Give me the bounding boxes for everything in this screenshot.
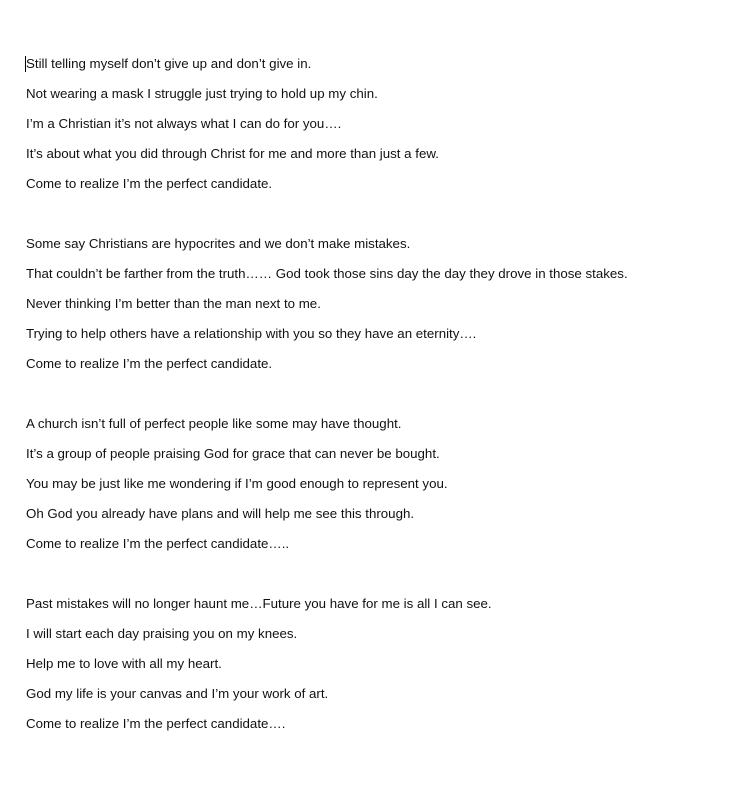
poem-line[interactable]: Come to realize I’m the perfect candidate. <box>26 176 273 191</box>
poem-line[interactable]: That couldn’t be farther from the truth…… God took those sins day the day they drove in those stakes. <box>26 266 628 281</box>
poem-line[interactable]: It’s about what you did through Christ for me and more than just a few. <box>26 146 439 161</box>
stanza-4 <box>26 589 716 739</box>
poem-line[interactable]: Not wearing a mask I struggle just trying to hold up my chin. <box>26 86 378 101</box>
poem-line[interactable]: Help me to love with all my heart. <box>26 656 222 671</box>
poem-line[interactable]: Trying to help others have a relationship with you so they have an eternity…. <box>26 326 477 341</box>
poem-line[interactable]: Come to realize I’m the perfect candidate….. <box>26 536 290 551</box>
poem-line[interactable]: Past mistakes will no longer haunt me…Future you have for me is all I can see. <box>26 596 492 611</box>
poem-line[interactable]: God my life is your canvas and I’m your work of art. <box>26 686 329 701</box>
poem-line[interactable]: I will start each day praising you on my knees. <box>26 626 298 641</box>
poem-line-text: Still telling myself don’t give up and don’t give in. <box>26 56 312 71</box>
poem-line[interactable] <box>26 49 716 79</box>
stanza-3 <box>26 409 716 559</box>
poem-line[interactable]: Oh God you already have plans and will help me see this through. <box>26 506 415 521</box>
stanza-1 <box>26 49 716 199</box>
poem-line[interactable]: You may be just like me wondering if I’m good enough to represent you. <box>26 476 448 491</box>
poem-line[interactable]: It’s a group of people praising God for grace that can never be bought. <box>26 446 440 461</box>
poem-line[interactable]: Some say Christians are hypocrites and we don’t make mistakes. <box>26 236 411 251</box>
document-body[interactable] <box>26 49 716 769</box>
poem-line[interactable]: A church isn’t full of perfect people like some may have thought. <box>26 416 402 431</box>
poem-line[interactable]: I’m a Christian it’s not always what I can do for you…. <box>26 116 342 131</box>
poem-line[interactable]: Come to realize I’m the perfect candidate. <box>26 356 273 371</box>
poem-line[interactable]: Come to realize I’m the perfect candidate…. <box>26 716 286 731</box>
poem-line[interactable]: Never thinking I’m better than the man next to me. <box>26 296 321 311</box>
stanza-2 <box>26 229 716 379</box>
text-cursor <box>25 56 26 72</box>
